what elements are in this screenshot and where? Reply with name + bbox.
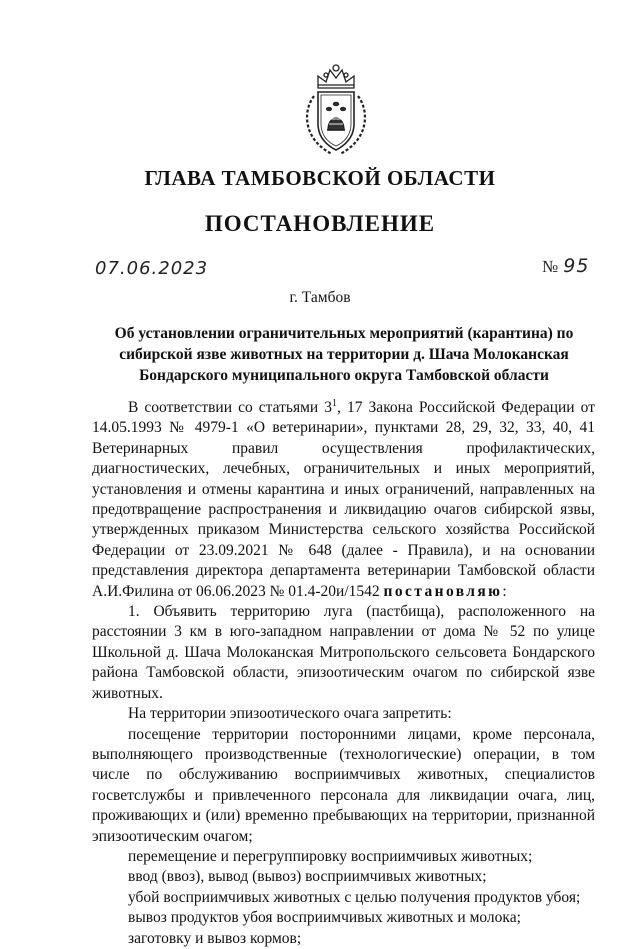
title-line: Об установлении ограничительных мероприятий (карантина) по <box>114 325 574 342</box>
authority-heading: ГЛАВА ТАМБОВСКОЙ ОБЛАСТИ <box>144 166 496 190</box>
document-body <box>92 398 595 949</box>
decree-word: постановляю <box>383 582 503 600</box>
prohibition-item: ввод (ввоз), вывод (вывоз) восприимчивых животных; <box>128 868 487 886</box>
prohibition-intro: На территории эпизоотического очага запретить: <box>128 705 452 723</box>
item-1-paragraph: 1. Объявить территорию луга (пастбища), расположенного на расстоянии 3 км в юго-западном направлении от дома № 52 по улице Школьной д. Шача Молоканская Митропольского сельсовета Бондарского района Тамбовской области, эпизоотическим очагом по сибирской язве животных. <box>92 603 595 702</box>
prohibition-item: вывоз продуктов убоя восприимчивых животных и молока; <box>128 909 521 927</box>
document-type-heading: ПОСТАНОВЛЕНИЕ <box>204 211 436 236</box>
prohibition-item: убой восприимчивых животных с целью получения продуктов убоя; <box>128 888 581 906</box>
title-line: Бондарского муниципального округа Тамбовской области <box>139 367 549 384</box>
document-city: г. Тамбов <box>289 289 351 306</box>
prohibition-item: заготовку и вывоз кормов; <box>128 929 302 947</box>
tambov-coat-of-arms-icon <box>296 62 376 158</box>
article-superscript: 1 <box>332 397 338 409</box>
title-line: сибирской язве животных на территории д. Шача Молоканская <box>119 346 569 363</box>
prohibition-item: перемещение и перегруппировку восприимчивых животных; <box>128 847 533 865</box>
prohibition-item: посещение территории посторонними лицами, кроме персонала, выполняющего производственные (технологические) операции, в том числе по обслуживанию восприимчивых животных, специалистов госветслужбы и привлеченного персонала для ликвидации очага, лиц, проживающих и (или) временно пребывающих на территории, признанной эпизоотическим очагом; <box>92 725 595 845</box>
number-value: 95 <box>563 255 590 277</box>
document-date: 07.06.2023 <box>95 258 209 279</box>
preamble-paragraph: В соответствии со статьями $3^1$, 17 Закона Российской Федерации от 14.05.1993 № 4979-1 «О ветеринарии», пунктами 28, 29, 32, 33, 40, 41 Ветеринарных правил осуществления профилактических, диагностических, лечебных, ограничительных и иных мероприятий, установления и отмены карантина и иных ограничений, направленных на предотвращение распространения и ликвидацию очагов сибирской язвы, утвержденных приказом Министерства сельского хозяйства Российской Федерации от 23.09.2021 № 648 (далее - Правила), и на основании представления директора департамента ветеринарии Тамбовской области А.И.Филина от 06.06.2023 № 01.4-20и/1542 постановляю: <box>92 397 595 600</box>
document-number <box>542 255 589 277</box>
number-label: № <box>542 257 560 276</box>
document-title <box>95 323 593 386</box>
